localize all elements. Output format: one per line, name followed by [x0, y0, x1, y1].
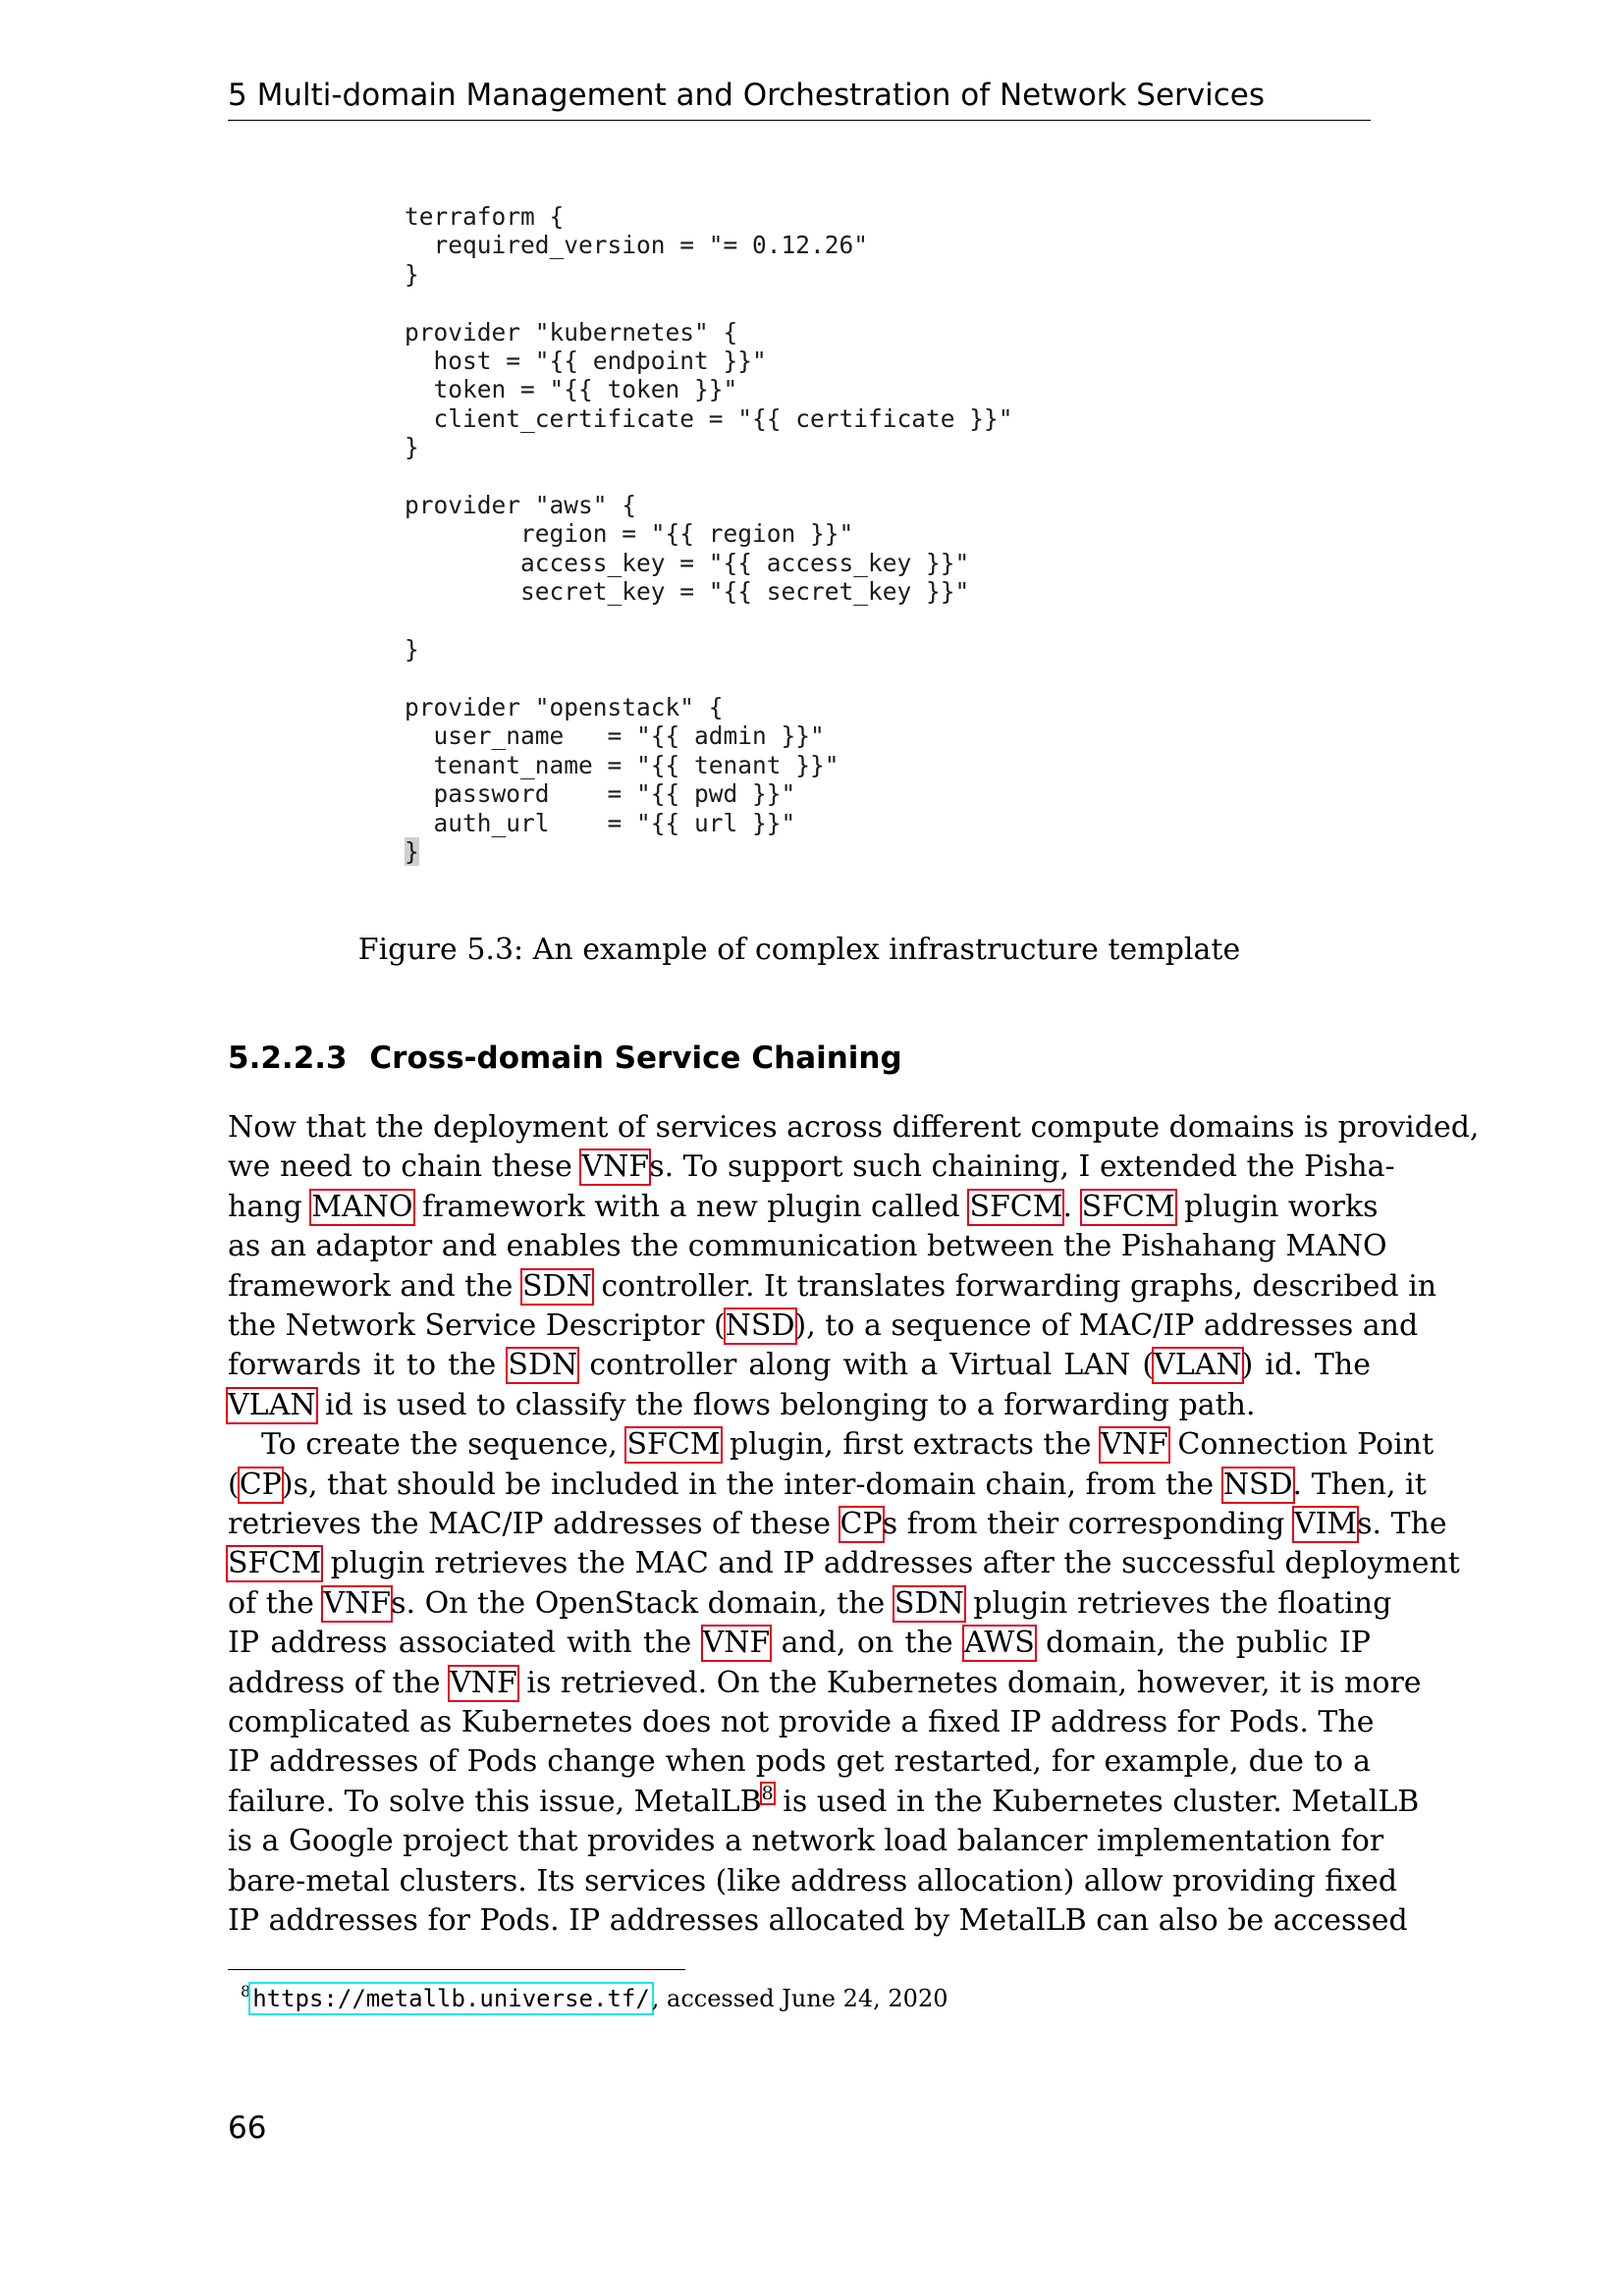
acronym-link[interactable]: SFCM [626, 1427, 721, 1463]
running-header: 5 Multi-domain Management and Orchestration of Network Services [228, 71, 1371, 121]
code-line: client_certificate = "{{ certificate }}" [405, 403, 1013, 433]
acronym-link[interactable]: VNF [702, 1626, 771, 1661]
acronym-link[interactable]: AWS [963, 1626, 1035, 1661]
text-run: ) id. The [1241, 1348, 1371, 1383]
text-line [228, 1584, 1392, 1624]
code-line: password = "{{ pwd }}" [405, 779, 796, 809]
code-line: auth_url = "{{ url }}" [405, 808, 796, 837]
text-run: s. On the OpenStack domain, the [391, 1585, 894, 1621]
text-run: Connection Point [1167, 1427, 1435, 1463]
code-line: provider "openstack" { [405, 692, 724, 721]
footnote [241, 1975, 948, 2012]
figure-caption: Figure 5.3: An example of complex infrastructure template [357, 933, 1241, 967]
acronym-link[interactable]: SDN [521, 1268, 592, 1304]
acronym-link[interactable]: NSD [725, 1308, 795, 1343]
section-heading [228, 1039, 902, 1078]
text-run: failure. To solve this issue, MetalLB [228, 1784, 762, 1819]
text-run: we need to chain these [228, 1149, 582, 1185]
text-line [228, 1386, 1371, 1425]
text-line [228, 1901, 1408, 1941]
text-run: plugin, first extracts the [720, 1427, 1102, 1463]
page-number: 66 [228, 2110, 267, 2146]
acronym-link[interactable]: SFCM [228, 1546, 322, 1581]
text-run: framework and the [228, 1268, 522, 1304]
acronym-link[interactable]: VLAN [228, 1387, 316, 1422]
code-line: token = "{{ token }}" [405, 375, 738, 404]
text-run: . Then, it [1292, 1467, 1427, 1502]
text-run: id is used to classify the flows belonging to a forwarding path. [315, 1387, 1256, 1422]
acronym-link[interactable]: VIM [1293, 1507, 1358, 1541]
acronym-link[interactable]: VNF [581, 1149, 650, 1185]
text-run: plugin works [1174, 1189, 1379, 1224]
code-line: secret_key = "{{ secret_key }}" [405, 577, 970, 607]
code-line: } [405, 433, 419, 462]
acronym-link[interactable]: SDN [893, 1585, 964, 1621]
text-run: )s, that should be included in the inter-domain chain, from the [281, 1467, 1223, 1502]
acronym-link[interactable]: SFCM [1081, 1189, 1175, 1224]
text-run: To create the sequence, [261, 1427, 627, 1463]
text-line [228, 1664, 1422, 1703]
code-line: required_version = "= 0.12.26" [405, 231, 869, 260]
text-run: s from their corresponding [882, 1507, 1294, 1541]
text-run: and, on the [770, 1626, 964, 1661]
text-run: controller. It translates forwarding graphs, described in [591, 1268, 1437, 1304]
text-run: ), to a sequence of MAC/IP addresses and [794, 1308, 1419, 1343]
text-run: complicated as Kubernetes does not provide a fixed IP address for Pods. The [228, 1705, 1375, 1739]
text-run: ( [228, 1467, 240, 1502]
text-line [228, 1188, 1379, 1227]
acronym-link[interactable]: NSD [1222, 1467, 1293, 1502]
text-line [228, 1227, 1387, 1266]
text-run: s. The [1357, 1507, 1447, 1541]
code-line: user_name = "{{ admin }}" [405, 721, 825, 751]
code-line: region = "{{ region }}" [405, 519, 854, 549]
text-run: retrieves the MAC/IP addresses of these [228, 1507, 840, 1541]
text-line [228, 1466, 1427, 1505]
text-line [228, 1148, 1395, 1187]
text-run: is retrieved. On the Kubernetes domain, however, it is more [516, 1665, 1422, 1700]
text-run: as an adaptor and enables the communication between the Pishahang MANO [228, 1229, 1387, 1264]
text-run: is a Google project that provides a network load balancer implementation for [228, 1824, 1384, 1859]
code-line: } [405, 635, 419, 665]
text-run: s. To support such chaining, I extended the Pisha- [649, 1149, 1395, 1185]
footnote-ref[interactable]: 8 [761, 1782, 774, 1804]
code-figure [405, 202, 1013, 866]
text-line [228, 1267, 1437, 1307]
acronym-link[interactable]: CP [839, 1507, 883, 1541]
footnote-text: , accessed June 24, 2020 [651, 1985, 948, 2012]
footnote-link[interactable]: https://metallb.universe.tf/ [252, 1985, 650, 2012]
code-line: access_key = "{{ access_key }}" [405, 548, 970, 577]
text-run: forwards it to the [228, 1348, 509, 1383]
text-run: hang [228, 1189, 312, 1224]
acronym-link[interactable]: VNF [1101, 1427, 1168, 1463]
acronym-link[interactable]: VLAN [1154, 1348, 1242, 1383]
acronym-link[interactable]: CP [239, 1467, 282, 1502]
text-run: is used in the Kubernetes cluster. MetalLB [773, 1784, 1420, 1819]
text-line [261, 1425, 1435, 1465]
acronym-link[interactable]: VNF [450, 1665, 517, 1700]
footnote-rule [228, 1969, 685, 1970]
text-run: . [1062, 1189, 1082, 1224]
text-line [228, 1346, 1371, 1385]
code-line: } [405, 836, 419, 866]
code-line: tenant_name = "{{ tenant }}" [405, 750, 839, 779]
text-run: IP addresses for Pods. IP addresses allocated by MetalLB can also be accessed [228, 1903, 1408, 1938]
text-run: of the [228, 1585, 324, 1621]
code-line: provider "kubernetes" { [405, 317, 738, 347]
text-run: address of the [228, 1665, 451, 1700]
code-line: provider "aws" { [405, 491, 637, 520]
acronym-link[interactable]: SDN [508, 1348, 578, 1383]
text-line [228, 1862, 1398, 1901]
text-run: plugin retrieves the floating [963, 1585, 1392, 1621]
section-number: 5.2.2.3 [228, 1041, 348, 1076]
text-line [228, 1307, 1419, 1346]
code-line: terraform { [405, 202, 565, 231]
code-line: host = "{{ endpoint }}" [405, 347, 767, 376]
footnote-mark: 8 [241, 1982, 251, 2001]
text-line [228, 1624, 1371, 1663]
text-line [228, 1782, 1420, 1822]
text-line [228, 1822, 1384, 1861]
text-run: controller along with a Virtual LAN ( [577, 1348, 1155, 1383]
text-line [228, 1544, 1460, 1583]
text-run: framework with a new plugin called [412, 1189, 970, 1224]
text-line [228, 1742, 1371, 1782]
text-run: IP address associated with the [228, 1626, 703, 1661]
text-run: the Network Service Descriptor ( [228, 1308, 726, 1343]
text-line [228, 1108, 1480, 1148]
text-line [228, 1703, 1375, 1742]
text-run: plugin retrieves the MAC and IP addresses after the successful deployment [321, 1546, 1460, 1581]
acronym-link[interactable]: SFCM [969, 1189, 1063, 1224]
text-line [228, 1505, 1447, 1544]
text-run: domain, the public IP [1034, 1626, 1371, 1661]
code-line: } [405, 259, 419, 289]
text-run: bare-metal clusters. Its services (like address allocation) allow providing fixed [228, 1863, 1398, 1898]
section-title: Cross-domain Service Chaining [369, 1041, 902, 1076]
text-run: Now that the deployment of services across different compute domains is provided, [228, 1110, 1480, 1145]
text-run: IP addresses of Pods change when pods get restarted, for example, due to a [228, 1744, 1371, 1780]
acronym-link[interactable]: MANO [311, 1189, 413, 1224]
acronym-link[interactable]: VNF [323, 1585, 392, 1621]
